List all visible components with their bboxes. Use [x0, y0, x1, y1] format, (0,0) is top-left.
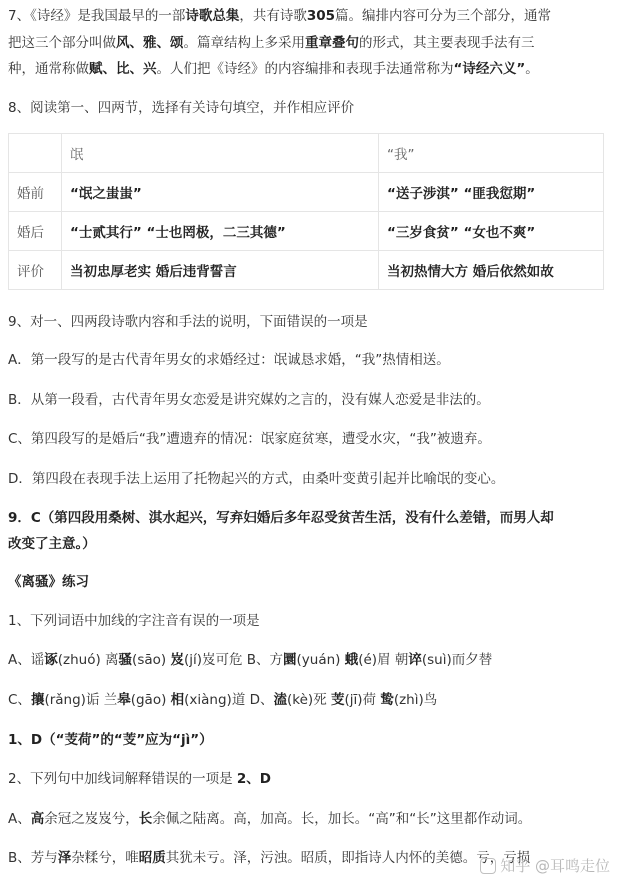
text: 。 [525, 61, 539, 77]
emphasis: 风、雅、颂 [116, 35, 184, 51]
marked-char: 相 [170, 692, 185, 708]
marked-char: 骚 [118, 652, 133, 668]
text: 种，通常称做 [8, 61, 89, 77]
text: (jī)荷 [344, 692, 381, 708]
question-9-stem: 9、对一、四两段诗歌内容和手法的说明，下面错误的一项是 [8, 314, 368, 330]
row-label: 评价 [9, 251, 62, 290]
text: (rǎng)诟 兰 [44, 692, 118, 708]
text: A、 [8, 811, 31, 827]
lisao-option-a2 [8, 808, 616, 830]
comparison-table [8, 133, 604, 290]
table-row [9, 251, 604, 290]
marked-char: 圜 [283, 652, 297, 668]
emphasis: 赋、比、兴 [89, 61, 157, 77]
text: 余佩之陆离。高，加高。长，加长。“高”和“长”这里都作动词。 [152, 811, 532, 827]
marked-char: 岌 [170, 652, 184, 668]
text: (jí)岌可危 B、方 [183, 652, 284, 668]
table-row [9, 212, 604, 251]
text: (gāo) [130, 692, 171, 708]
text: 篇。编排内容可分为三个部分，通常 [335, 8, 552, 24]
section-title: 《离骚》练习 [8, 574, 89, 590]
table-header-cell [9, 134, 62, 173]
watermark-text: 知乎 @耳鸣走位 [500, 857, 610, 875]
emphasis: “诗经六义” [453, 61, 526, 77]
row-label: 婚后 [9, 212, 62, 251]
lisao-question-1: 1、下列词语中加线的字注音有误的一项是 [8, 613, 260, 629]
lisao-options-ab [8, 649, 616, 671]
marked-word: 长 [138, 811, 153, 827]
question-8: 8、阅读第一、四两节，选择有关诗句填空，并作相应评价 [8, 100, 355, 116]
lisao-options-cd [8, 689, 616, 711]
marked-char: 皋 [117, 692, 131, 708]
marked-char: 溘 [273, 692, 288, 708]
table-header-row [9, 134, 604, 173]
text: (é)眉 朝 [358, 652, 409, 668]
marked-char: 攘 [30, 692, 45, 708]
watermark [480, 855, 610, 876]
table-header-cell: 氓 [62, 134, 379, 173]
option-d: D．第四段在表现手法上运用了托物起兴的方式，由桑叶变黄引起并比喻氓的变心。 [8, 471, 505, 487]
text: (kè)死 [287, 692, 331, 708]
text: A、谣 [8, 652, 45, 668]
zhihu-logo-icon [480, 858, 496, 874]
intro-line-2 [8, 32, 616, 54]
marked-word: 昭质 [138, 850, 166, 866]
marked-word: 高 [30, 811, 45, 827]
text: (zhì)鸟 [393, 692, 438, 708]
option-c: C、第四段写的是婚后“我”遭遗弃的情况：氓家庭贫寒，遭受水灾，“我”被遗弃。 [8, 431, 491, 447]
marked-char: 鸷 [380, 692, 394, 708]
lisao-question-2 [8, 768, 616, 790]
answer-inline: 2、D [236, 771, 271, 787]
table-cell: “氓之蚩蚩” [62, 173, 379, 212]
text: 的形式，其主要表现手法有三 [359, 35, 535, 51]
intro-line-1 [8, 5, 616, 27]
intro-line-3 [8, 58, 616, 80]
text: 把这三个部分叫做 [8, 35, 116, 51]
lisao-answer-1: 1、D（“芰荷”的“芰”应为“jì”） [8, 732, 213, 748]
option-b: B．从第一段看，古代青年男女恋爱是讲究媒妁之言的，没有媒人恋爱是非法的。 [8, 392, 490, 408]
answer-9-line-1: 9．C（第四段用桑树、淇水起兴，写弃妇婚后多年忍受贫苦生活，没有什么差错，而男人却 [8, 510, 554, 526]
text: (yuán) [296, 652, 345, 668]
answer-9-line-2: 改变了主意。） [8, 536, 96, 552]
text: 杂糅兮，唯 [71, 850, 139, 866]
table-cell: 当初热情大方 婚后依然如故 [379, 251, 604, 290]
marked-char: 诼 [44, 652, 58, 668]
text: (zhuó) 离 [57, 652, 119, 668]
row-label: 婚前 [9, 173, 62, 212]
table-cell: “士贰其行” “士也罔极，二三其德” [62, 212, 379, 251]
text: B、芳与 [8, 850, 58, 866]
marked-word: 泽 [57, 850, 72, 866]
text: (sāo) [132, 652, 171, 668]
text: (xiàng)道 D、 [184, 692, 274, 708]
table-cell: “送子涉淇” “匪我愆期” [379, 173, 604, 212]
text: 余冠之岌岌兮， [44, 811, 139, 827]
marked-char: 谇 [408, 652, 422, 668]
emphasis: 重章叠句 [305, 35, 359, 51]
emphasis: 诗歌总集 [185, 8, 240, 24]
table-row [9, 173, 604, 212]
marked-char: 芰 [330, 692, 345, 708]
text: 其犹未亏。泽，污浊。昭质，即指诗人内怀的美德。亏，亏损 [165, 850, 531, 866]
text: 7、《诗经》是我国最早的一部 [8, 8, 186, 24]
text: 2、下列句中加线词解释错误的一项是 [8, 771, 237, 787]
text: ，共有诗歌 [239, 8, 307, 24]
text: C、 [8, 692, 31, 708]
table-header-cell: “我” [379, 134, 604, 173]
table-cell: 当初忠厚老实 婚后违背誓言 [62, 251, 379, 290]
option-a: A．第一段写的是古代青年男女的求婚经过：氓诚恳求婚，“我”热情相送。 [8, 352, 450, 368]
marked-char: 蛾 [344, 652, 359, 668]
emphasis: 305 [306, 8, 336, 24]
text: 。人们把《诗经》的内容编排和表现手法通常称为 [156, 61, 454, 77]
text: (suì)而夕替 [421, 652, 493, 668]
text: 。篇章结构上多采用 [183, 35, 305, 51]
table-cell: “三岁食贫” “女也不爽” [379, 212, 604, 251]
